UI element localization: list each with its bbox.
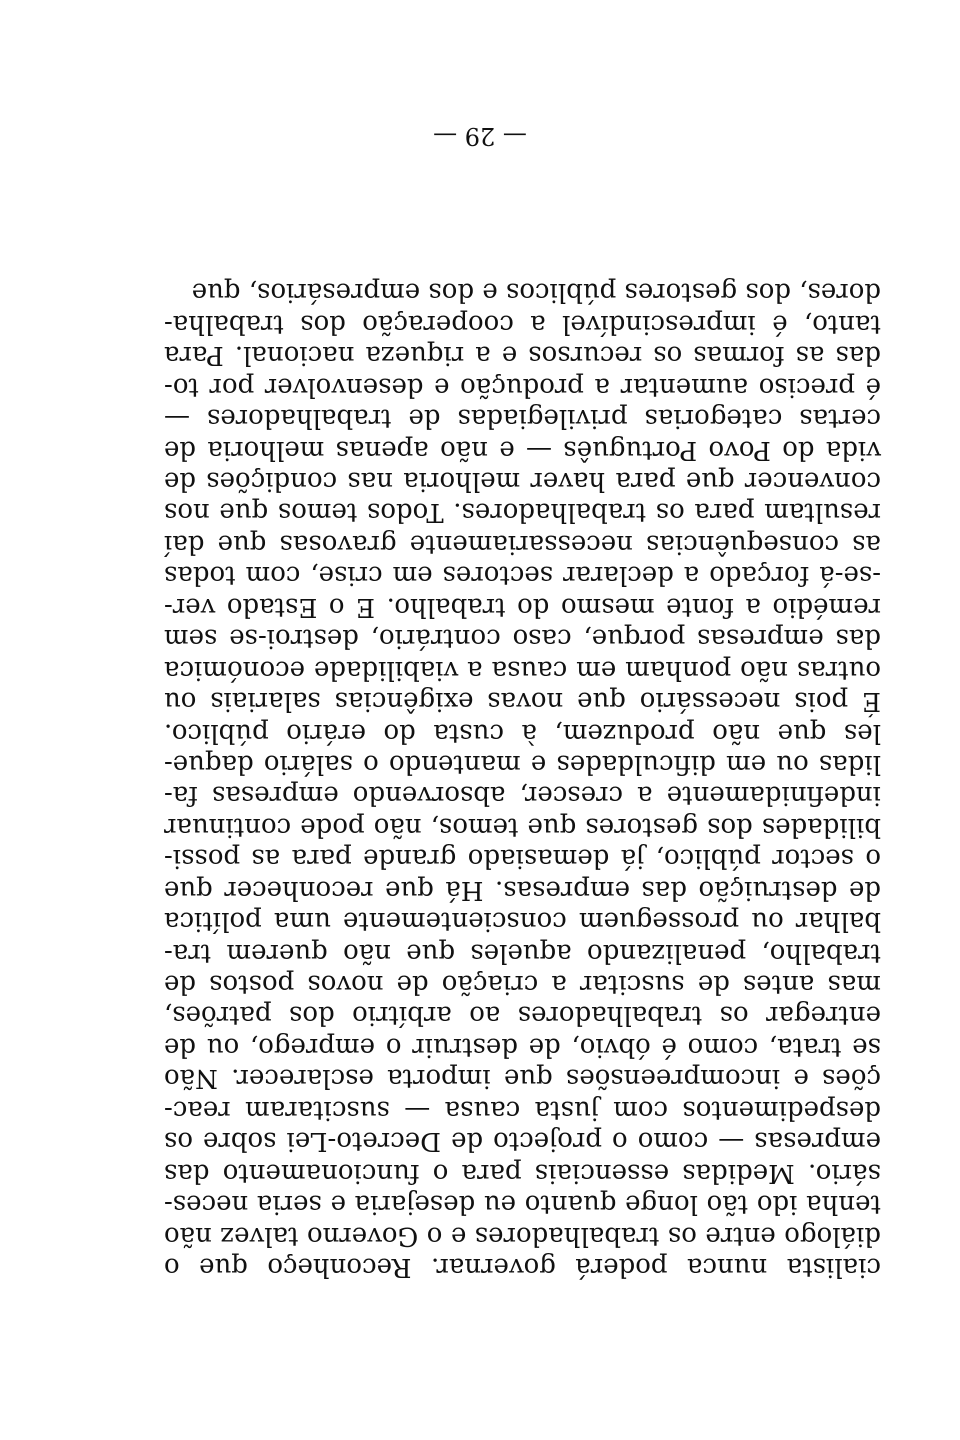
text-line: resultam para os trabalhadores. Todos temos que nos [164,497,881,528]
text-line: das empresas porque, caso contrário, destroi-se sem [164,623,881,654]
text-line: de destruição das empresas. Há que reconhecer que [164,874,881,905]
text-line: outras não ponham em causa a viabilidade económica [164,654,881,685]
text-line: les que não produzem, à custa do erário público. [164,717,881,748]
text-line: cialista nunca poderá governar. Reconheço que o [164,1252,881,1282]
text-line: mas antes de suscitar a criação de novos postos de [164,969,881,1000]
text-line: remédio a fonte mesmo do trabalho. E o Estado ver- [164,591,881,622]
text-line: dores, dos gestores públicos e dos empresários, que [191,277,881,308]
body-text [164,276,881,1282]
text-line: das as formas os recursos e a riqueza nacional. Para [164,340,881,371]
text-line: despedimentos com justa causa — suscitaram reac- [164,1094,881,1125]
text-line: indefinidamente a crescer, absorvendo empresas fa- [164,780,881,811]
text-line: ções e incompreensões que importa esclarecer. Não [164,1063,881,1094]
text-line: -se-á forçado a declarar sectores em crise, com todas [164,560,881,591]
page-number: — 29 — [433,122,527,150]
text-line: empresas — como o projecto de Decreto-Lei sobre os [164,1126,881,1157]
text-line: se trata, como é óbvio, de destruir o emprego, ou de [164,1031,881,1062]
text-line: tenha ido tão longe quanto eu desejaria e seria neces- [164,1189,881,1220]
text-line: lidas ou em dificuldades e mantendo o salário daque- [164,749,881,779]
text-line: as consequências necessariamente gravosas que daí [164,528,881,559]
text-line: vida do Povo Português — e não apenas melhoria de [164,434,881,465]
text-line: certas categorias privilegiadas de trabalhadores — [164,403,881,434]
text-line: sário. Medidas essenciais para o funcionamento das [164,1157,881,1188]
text-line: tanto, é imprescindível a cooperação dos trabalha- [164,308,881,339]
text-line: bilidades dos gestores que temos, não pode continuar [164,811,881,842]
text-line: É pois necessário que novas exigências salariais ou [164,686,881,717]
text-line: é preciso aumentar a produção e desenvolver por to- [164,371,881,402]
text-line: trabalho, penalizando aqueles que não querem tra- [164,937,881,968]
text-line: entregar os trabalhadores ao arbítrio dos patrões, [164,1000,881,1031]
text-line: convencer que para haver melhoria nas condições de [164,466,881,497]
text-line: balhar ou prosseguem conscientemente uma política [164,906,881,937]
text-line: o sector público, já demasiado grande para as possi- [164,843,881,874]
text-line: diálogo entre os trabalhadores e o Governo talvez não [164,1220,881,1251]
